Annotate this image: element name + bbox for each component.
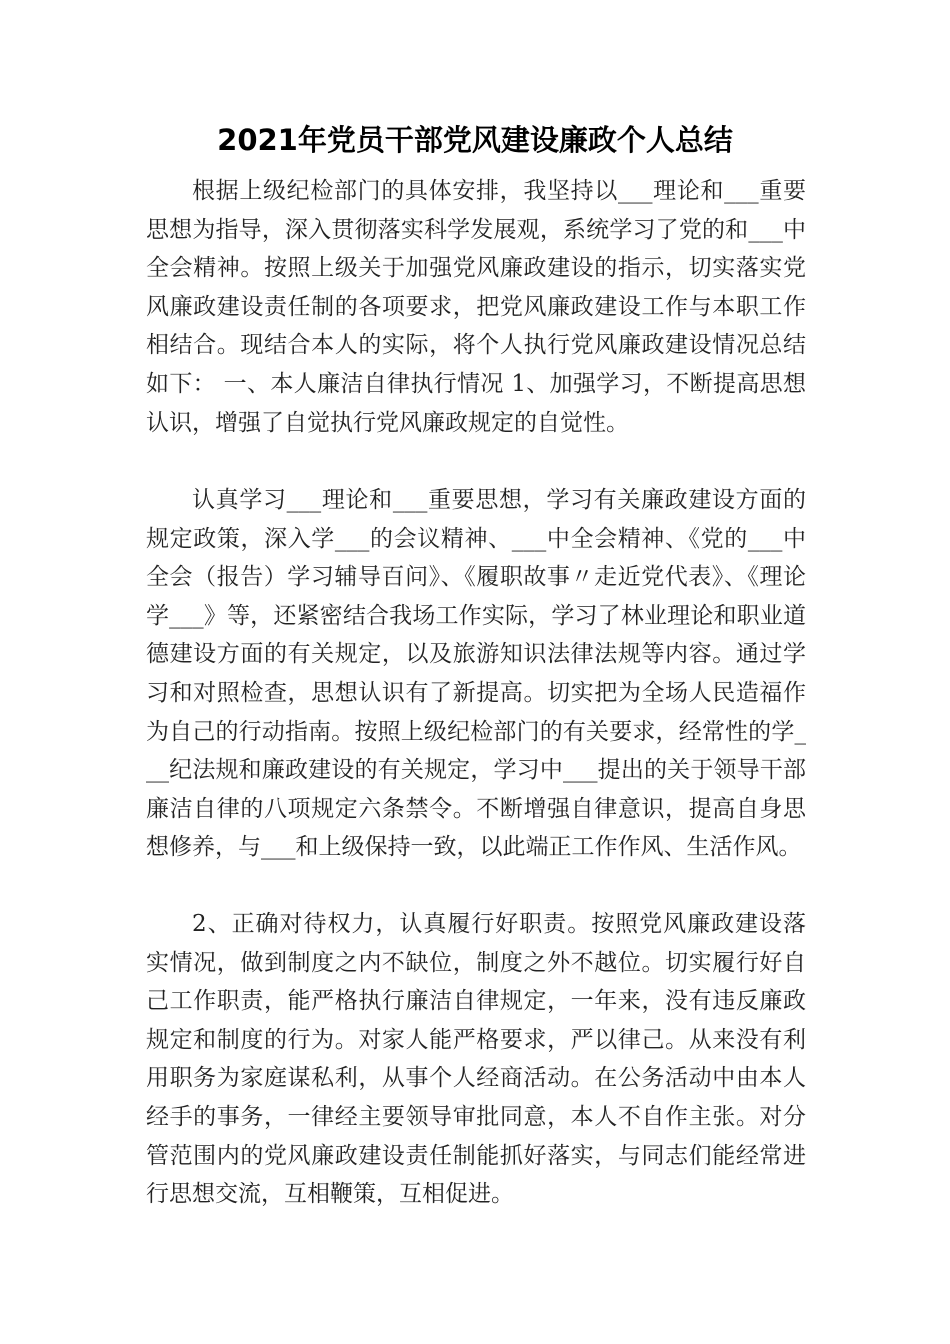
body-paragraph-2: 认真学习___理论和___重要思想，学习有关廉政建设方面的规定政策，深入学___的会议精神、___中全会精神、《党的___中全会（报告）学习辅导百问》、《履职故事〃走近党代表》、《理论学___》等，还紧密结合我场工作实际，学习了林业理论和职业道德建设方面的有关规定，以及旅游知识法律法规等内容。通过学习和对照检查，思想认识有了新提高。切实把为全场人民造福作为自己的行动指南。按照上级纪检部门的有关要求，经常性的学___纪法规和廉政建设的有关规定，学习中___提出的关于领导干部廉洁自律的八项规定六条禁令。不断增强自律意识，提高自身思想修养，与___和上级保持一致，以此端正工作作风、生活作风。 [146,487,806,861]
document-title: 2021年党员干部党风建设廉政个人总结 [217,123,733,157]
body-paragraph-3: 2、正确对待权力，认真履行好职责。按照党风廉政建设落 实情况，做到制度之内不缺位，制度之外不越位。切实履行好自己工作职责，能严格执行廉洁自律规定，一年来，没有违反廉政规定和制度的行为。对家人能严格要求，严以律己。从来没有利用职务为家庭谋私利，从事个人经商活动。在公务活动中由本人经手的事务，一律经主要领导审批同意，本人不自作主张。对分管范围内的党风廉政建设责任制能抓好落实，与同志们能经常进行思想交流，互相鞭策，互相促进。 [146,911,806,1208]
body-paragraph-1: 根据上级纪检部门的具体安排，我坚持以___理论和___重要思想为指导，深入贯彻落实科学发展观，系统学习了党的和___中全会精神。按照上级关于加强党风廉政建设的指示，切实落实党风廉政建设责任制的各项要求，把党风廉政建设工作与本职工作相结合。现结合本人的实际，将个人执行党风廉政建设情况总结如下： 一、本人廉洁自律执行情况 1、加强学习，不断提高思想认识，增强了自觉执行党风廉政规定的自觉性。 [146,178,806,436]
